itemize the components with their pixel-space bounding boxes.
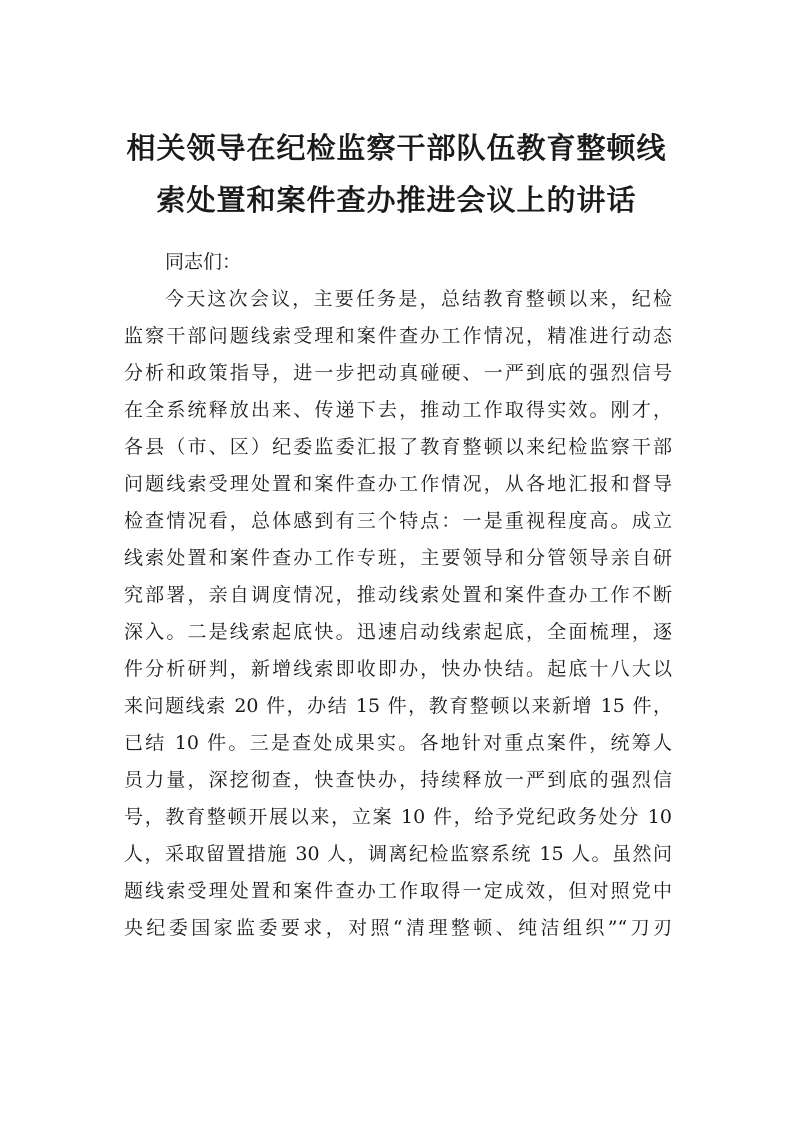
paragraph-line: 已结 10 件。三是查处成果实。各地针对重点案件，统筹人 [124,732,672,754]
salutation: 同志们： [165,251,242,273]
speech-body [124,244,672,947]
document-title [60,122,733,226]
paragraph-line: 件分析研判，新增线索即收即办，快办快结。起底十八大以 [124,658,672,680]
paragraph-line: 监察干部问题线索受理和案件查办工作情况，精准进行动态 [124,325,672,347]
paragraph-line: 题线索受理处置和案件查办工作取得一定成效，但对照党中 [124,880,672,902]
paragraph-line: 今天这次会议，主要任务是，总结教育整顿以来，纪检 [165,288,672,310]
paragraph-line: 深入。二是线索起底快。迅速启动线索起底，全面梳理，逐 [124,621,672,643]
paragraph-line: 线索处置和案件查办工作专班，主要领导和分管领导亲自研 [124,547,672,569]
paragraph-line: 号，教育整顿开展以来，立案 10 件，给予党纪政务处分 10 [124,806,672,828]
paragraph-line: 人，采取留置措施 30 人，调离纪检监察系统 15 人。虽然问 [124,843,672,865]
paragraph-line: 分析和政策指导，进一步把动真碰硬、一严到底的强烈信号 [124,362,672,384]
paragraph-line: 在全系统释放出来、传递下去，推动工作取得实效。刚才， [124,399,672,421]
paragraph-line: 问题线索受理处置和案件查办工作情况，从各地汇报和督导 [124,473,672,495]
paragraph-line: 来问题线索 20 件，办结 15 件，教育整顿以来新增 15 件， [124,695,672,717]
paragraph-line: 究部署，亲自调度情况，推动线索处置和案件查办工作不断 [124,584,672,606]
paragraph-line: 各县（市、区）纪委监委汇报了教育整顿以来纪检监察干部 [124,436,672,458]
paragraph-line: 央纪委国家监委要求，对照“清理整顿、纯洁组织”“刀刃 [124,917,672,939]
title-line: 相关领导在纪检监察干部队伍教育整顿线 [126,131,667,165]
paragraph-line: 检查情况看，总体感到有三个特点：一是重视程度高。成立 [124,510,672,532]
title-line: 索处置和案件查办推进会议上的讲话 [156,183,637,217]
paragraph-line: 员力量，深挖彻查，快查快办，持续释放一严到底的强烈信 [124,769,672,791]
